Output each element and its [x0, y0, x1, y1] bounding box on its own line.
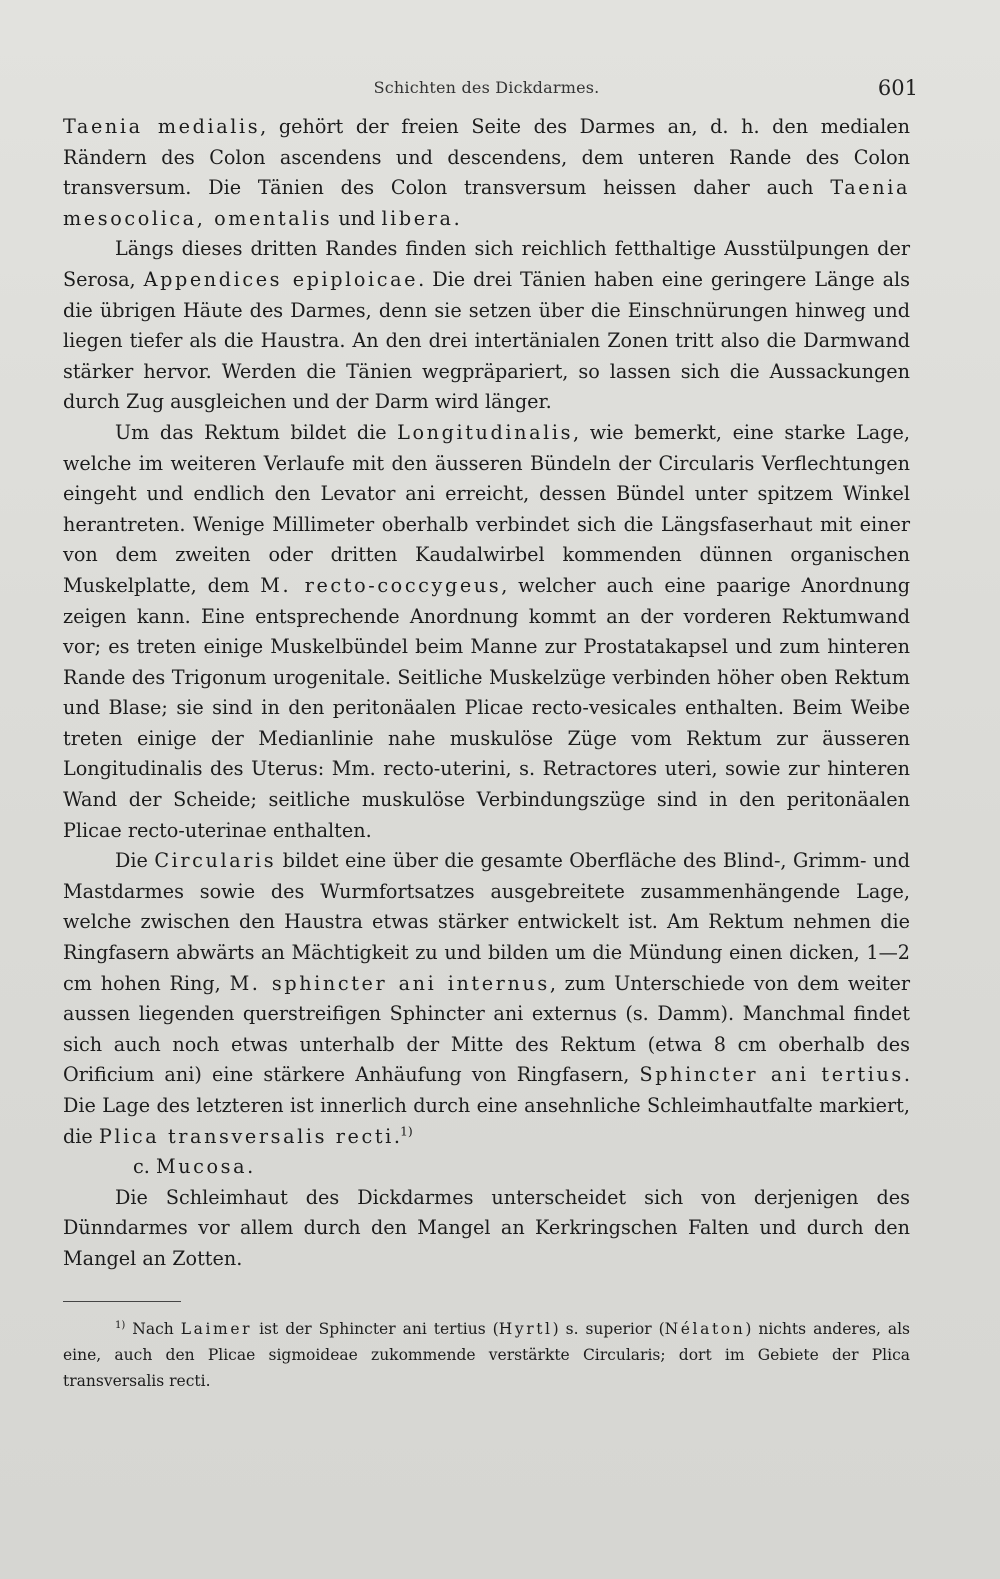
- text-run: .: [247, 1155, 254, 1179]
- running-title: Schichten des Dickdarmes.: [373, 78, 600, 97]
- text-run: Nach: [125, 1319, 181, 1338]
- spaced-term: Appendices epiploicae: [143, 267, 419, 291]
- paragraph-circularis: [63, 846, 910, 1152]
- footnote-marker: 1): [115, 1319, 126, 1331]
- text-run: Die: [115, 849, 155, 873]
- text-run: , gehört der freien Seite des Darmes an, d. h. den medialen Rändern des Colon ascendens und descendens, dem unteren Rande des Colon transversum. Die Tänien des Colon transversum heissen daher auch: [63, 115, 910, 200]
- text-run: , wie bemerkt, eine starke Lage, welche im weiteren Verlaufe mit den äusseren Bündeln der Circularis Verflechtungen eingeht und endlich den Levator ani erreicht, dessen Bündel unter spitzem Winkel herantreten. Wenige Millimeter oberhalb verbindet sich die Längsfaserhaut mit einer von dem zweiten oder dritten Kaudalwirbel kommenden dünnen organischen Muskelplatte, dem: [63, 420, 910, 597]
- running-head: [63, 68, 918, 112]
- body-text: [63, 112, 910, 1275]
- spaced-term: Nélaton: [664, 1319, 746, 1338]
- spaced-term: Sphincter ani tertius: [639, 1063, 904, 1087]
- text-run: ist der Sphincter ani tertius (: [252, 1319, 499, 1338]
- text-run: .: [453, 206, 460, 230]
- text-run: Längs dieses dritten Randes finden sich reichlich fetthaltige Ausstülpungen der Serosa,: [63, 237, 910, 291]
- text-run: und: [332, 206, 382, 230]
- spaced-term: Taenia mesocolica, omentalis: [63, 176, 910, 230]
- spaced-term: Laimer: [180, 1319, 253, 1338]
- spaced-term: Mucosa: [155, 1155, 248, 1179]
- paragraph-taenia: [63, 112, 910, 234]
- page-number: 601: [877, 76, 918, 100]
- text-run: .: [393, 1124, 400, 1148]
- spaced-term: libera: [381, 206, 454, 230]
- text-run: Um das Rektum bildet die: [115, 420, 398, 444]
- text-run: ) s. superior (: [552, 1319, 665, 1338]
- spaced-term: Hyrtl: [498, 1319, 553, 1338]
- spaced-term: Plica transversalis recti: [98, 1124, 394, 1148]
- section-heading-mucosa: [63, 1152, 910, 1183]
- spaced-term: Longitudinalis: [397, 420, 574, 444]
- footnote: [63, 1316, 910, 1394]
- spaced-term: M. recto-coccygeus: [260, 573, 502, 597]
- paragraph-mucosa: Die Schleimhaut des Dickdarmes unterscheidet sich von derjenigen des Dünndarmes vor allem durch den Mangel an Kerkringschen Falten und durch den Mangel an Zotten.: [63, 1185, 910, 1270]
- text-run: bildet eine über die gesamte Oberfläche des Blind-, Grimm- und Mastdarmes sowie des Wurmfortsatzes ausgebreitete zusammenhängende Lage, welche zwischen den Haustra etwas stärker entwickelt ist. Am Rektum nehmen die Ringfasern abwärts an Mächtigkeit zu und bilden um die Mündung einen dicken, 1—2 cm hohen Ring,: [63, 849, 910, 995]
- paragraph-longitudinalis: [63, 418, 910, 846]
- paragraph-appendices: [63, 234, 910, 418]
- text-run: , welcher auch eine paarige Anordnung zeigen kann. Eine entsprechende Anordnung kommt an der vorderen Rektumwand vor; es treten einige Muskelbündel beim Manne zur Prostatakapsel und zum hinteren Rande des Trigonum urogenitale. Seitliche Muskelzüge verbinden höher oben Rektum und Blase; sie sind in den peritonäalen Plicae recto-vesicales enthalten. Beim Weibe treten einige der Medianlinie nahe muskulöse Züge vom Rektum zur äusseren Longitudinalis des Uterus: Mm. recto-uterini, s. Retractores uteri, sowie zur hinteren Wand der Scheide; seitliche muskulöse Verbindungszüge sind in den peritonäalen Plicae recto-uterinae enthalten.: [63, 573, 911, 842]
- spaced-term: M. sphincter ani internus: [229, 971, 550, 995]
- text-run: , zum Unterschiede von dem weiter aussen liegenden querstreifigen Sphincter ani externus (s. Damm). Manchmal findet sich auch noch etwas unterhalb der Mitte des Rektum (etwa 8 cm oberhalb des Orificium ani) eine stärkere Anhäufung von Ringfasern,: [63, 971, 910, 1087]
- footnote-divider: [63, 1301, 181, 1302]
- footnote-reference: 1): [399, 1123, 413, 1139]
- text-run: . Die Lage des letzteren ist innerlich durch eine ansehnliche Schleimhautfalte markiert, die: [63, 1063, 910, 1148]
- text-run: ) nichts anderes, als eine, auch den Plicae sigmoideae zukommende verstärkte Circularis; dort im Gebiete der Plica transversalis recti.: [63, 1319, 910, 1390]
- spaced-term: Taenia medialis: [63, 115, 261, 138]
- text-run: . Die drei Tänien haben eine geringere Länge als die übrigen Häute des Darmes, denn sie setzen über die Einschnürungen hinweg und liegen tiefer als die Haustra. An den drei intertänialen Zonen tritt also die Darmwand stärker hervor. Werden die Tänien wegpräpariert, so lassen sich die Aussackungen durch Zug ausgleichen und der Darm wird länger.: [63, 267, 910, 414]
- text-run: c.: [133, 1155, 156, 1179]
- spaced-term: Circularis: [154, 849, 277, 873]
